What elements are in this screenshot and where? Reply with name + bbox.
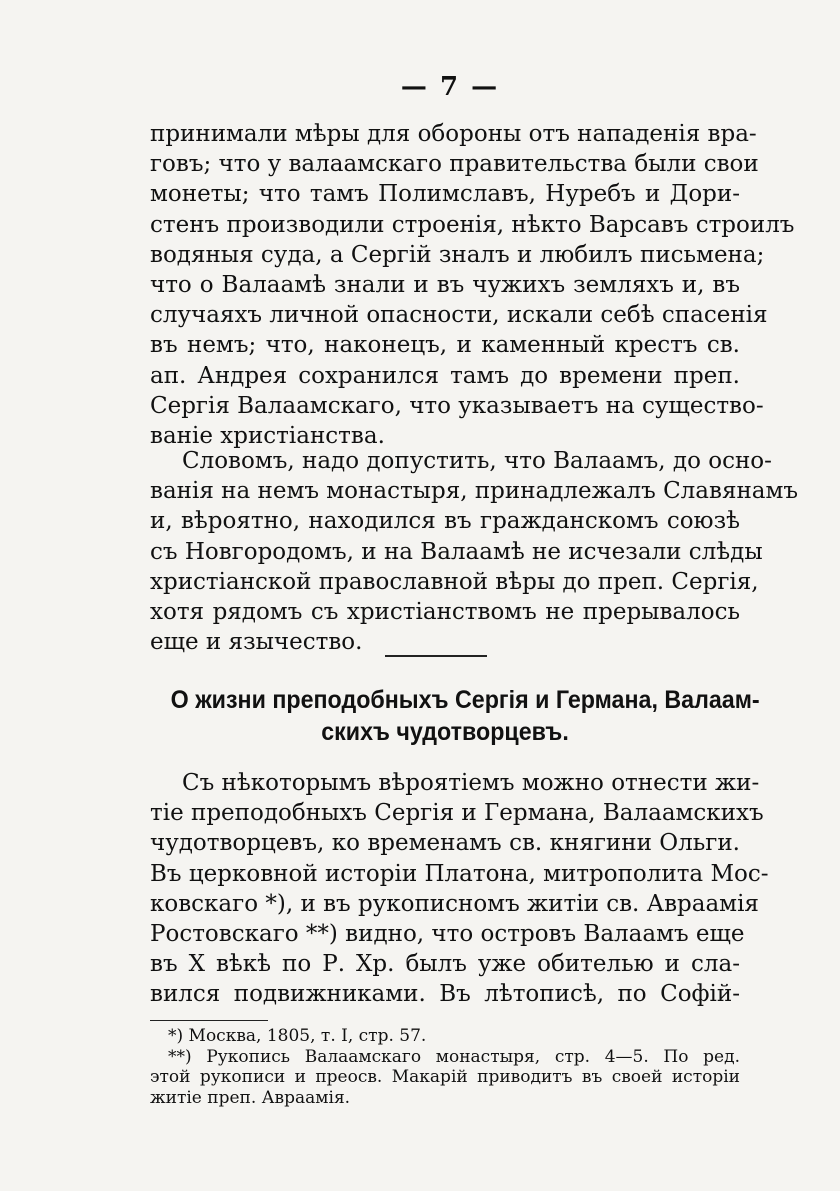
section-heading bbox=[170, 684, 760, 748]
text-line: ваніе христіанства. bbox=[150, 423, 385, 450]
text-line: христіанской православной вѣры до преп. Сергія, bbox=[150, 568, 759, 595]
text-line: въ немъ; что, наконецъ, и каменный крестъ св. bbox=[150, 332, 740, 359]
text-line: тіе преподобныхъ Сергія и Германа, Валаамскихъ bbox=[150, 800, 764, 827]
text-line: Ростовскаго **) видно, что островъ Валаамъ еще bbox=[150, 921, 745, 948]
text-line: хотя рядомъ съ христіанствомъ не прерывалось bbox=[150, 599, 740, 626]
text-line: въ X вѣкѣ по Р. Хр. былъ уже обителью и сла- bbox=[150, 951, 740, 978]
paragraph-conclusion bbox=[150, 446, 799, 657]
paragraph-life-of-saints bbox=[150, 768, 769, 1010]
text-line: принимали мѣры для обороны отъ нападенія вра- bbox=[150, 121, 757, 147]
text-line: чудотворцевъ, ко временамъ св. княгини Ольги. bbox=[150, 830, 740, 857]
text-line: монеты; что тамъ Полимславъ, Нуребъ и Дори- bbox=[150, 181, 740, 208]
footnote-line: житіе преп. Авраамія. bbox=[150, 1087, 351, 1108]
footnotes bbox=[150, 1026, 740, 1108]
text-line: Сергія Валаамскаго, что указываетъ на существо- bbox=[150, 392, 764, 419]
section-divider bbox=[385, 655, 487, 657]
text-line: ковскаго *), и въ рукописномъ житіи св. Авраамія bbox=[150, 890, 759, 917]
text-line: говъ; что у валаамскаго правительства были свои bbox=[150, 151, 759, 178]
text-line: что о Валаамѣ знали и въ чужихъ земляхъ и, въ bbox=[150, 272, 740, 299]
footnote-line: *) Москва, 1805, т. I, стр. 57. bbox=[168, 1026, 427, 1046]
text-line: Словомъ, надо допустить, что Валаамъ, до осно- bbox=[182, 448, 772, 474]
heading-line: скихъ чудотворцевъ. bbox=[321, 718, 569, 746]
text-line: съ Новгородомъ, и на Валаамѣ не исчезали слѣды bbox=[150, 538, 763, 565]
text-line: водяныя суда, а Сергій зналъ и любилъ письмена; bbox=[150, 241, 765, 268]
text-line: вился подвижниками. Въ лѣтописѣ, по Софій- bbox=[150, 981, 740, 1008]
page-number: — 7 — bbox=[400, 72, 500, 102]
text-line: и, вѣроятно, находился въ гражданскомъ союзѣ bbox=[150, 508, 740, 535]
paragraph-continuation bbox=[150, 119, 795, 451]
footnote-rule bbox=[150, 1020, 268, 1021]
text-line: стенъ производили строенія, нѣкто Варсавъ строилъ bbox=[150, 211, 795, 238]
heading-line: О жизни преподобныхъ Сергія и Германа, Валаам- bbox=[170, 686, 760, 714]
text-line: Съ нѣкоторымъ вѣроятіемъ можно отнести жи- bbox=[182, 770, 760, 796]
footnote-line: **) Рукопись Валаамскаго монастыря, стр. 4—5. По ред. bbox=[168, 1046, 740, 1067]
text-line: случаяхъ личной опасности, искали себѣ спасенія bbox=[150, 302, 768, 329]
text-line: ап. Андрея сохранился тамъ до времени преп. bbox=[150, 362, 740, 389]
footnote-line: этой рукописи и преосв. Макарій приводитъ въ своей исторіи bbox=[150, 1067, 740, 1087]
text-line: ванія на немъ монастыря, принадлежалъ Славянамъ bbox=[150, 478, 799, 505]
text-line: Въ церковной исторіи Платона, митрополита Мос- bbox=[150, 860, 769, 887]
text-line: еще и язычество. bbox=[150, 629, 363, 656]
